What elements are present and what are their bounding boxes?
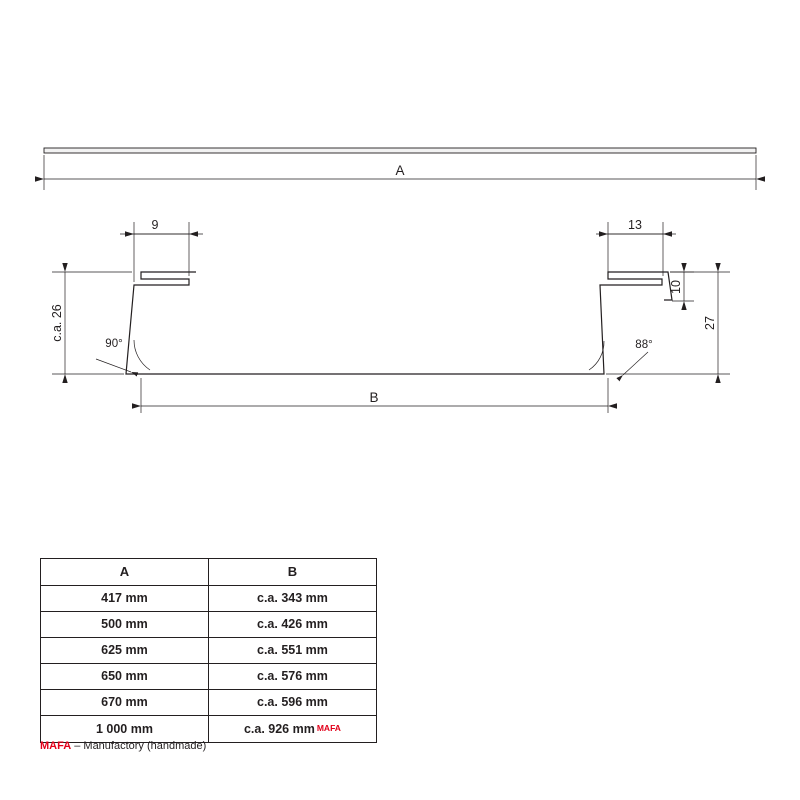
angle-right-annotation — [589, 339, 653, 375]
dimension-left-height — [50, 272, 132, 374]
dimension-right-flange-label: 13 — [628, 218, 642, 232]
cell-b: c.a. 426 mm — [208, 612, 376, 638]
table-row — [41, 716, 377, 743]
top-view-strip — [44, 148, 756, 153]
table-header-b: B — [208, 559, 376, 586]
cell-b: c.a. 576 mm — [208, 664, 376, 690]
dimension-a-top — [44, 155, 756, 190]
profile-section-outline — [126, 272, 672, 374]
dimension-right-height — [606, 272, 730, 374]
table-header-row — [41, 559, 377, 586]
dimension-left-height-label: c.a. 26 — [50, 304, 64, 342]
dimension-left-flange-label: 9 — [151, 218, 159, 232]
table-row — [41, 664, 377, 690]
footnote — [40, 740, 206, 752]
cell-b: c.a. 551 mm — [208, 638, 376, 664]
cell-a: 417 mm — [41, 586, 209, 612]
dimension-a-top-label: A — [395, 163, 405, 178]
mafa-marker: MAFA — [316, 723, 341, 733]
angle-left-label: 90° — [105, 338, 123, 350]
footnote-dash: – — [71, 740, 84, 752]
cell-a: 500 mm — [41, 612, 209, 638]
footnote-brand: MAFA — [40, 740, 72, 752]
cell-a: 670 mm — [41, 690, 209, 716]
table-header-a: A — [41, 559, 209, 586]
table-row — [41, 690, 377, 716]
dimension-right-flange — [596, 218, 676, 276]
cell-b: c.a. 596 mm — [208, 690, 376, 716]
cell-a: 1 000 mm — [41, 716, 209, 743]
dimension-right-hook-height — [669, 272, 694, 301]
dimension-b-bottom — [141, 378, 608, 413]
table-row — [41, 586, 377, 612]
cell-b: c.a. 343 mm — [208, 586, 376, 612]
dimension-table — [40, 558, 377, 743]
dimension-right-hook-height-label: 10 — [669, 280, 683, 294]
angle-right-label: 88° — [635, 339, 653, 351]
cell-a: 625 mm — [41, 638, 209, 664]
angle-left-annotation — [96, 338, 150, 372]
table-row — [41, 638, 377, 664]
dimension-b-bottom-label: B — [369, 390, 379, 405]
cell-b-text: c.a. 926 mm — [243, 722, 315, 736]
cell-a: 650 mm — [41, 664, 209, 690]
dimension-right-height-label: 27 — [703, 316, 717, 330]
table-row — [41, 612, 377, 638]
cell-b — [208, 716, 376, 743]
footnote-text: Manufactory (handmade) — [83, 740, 207, 752]
